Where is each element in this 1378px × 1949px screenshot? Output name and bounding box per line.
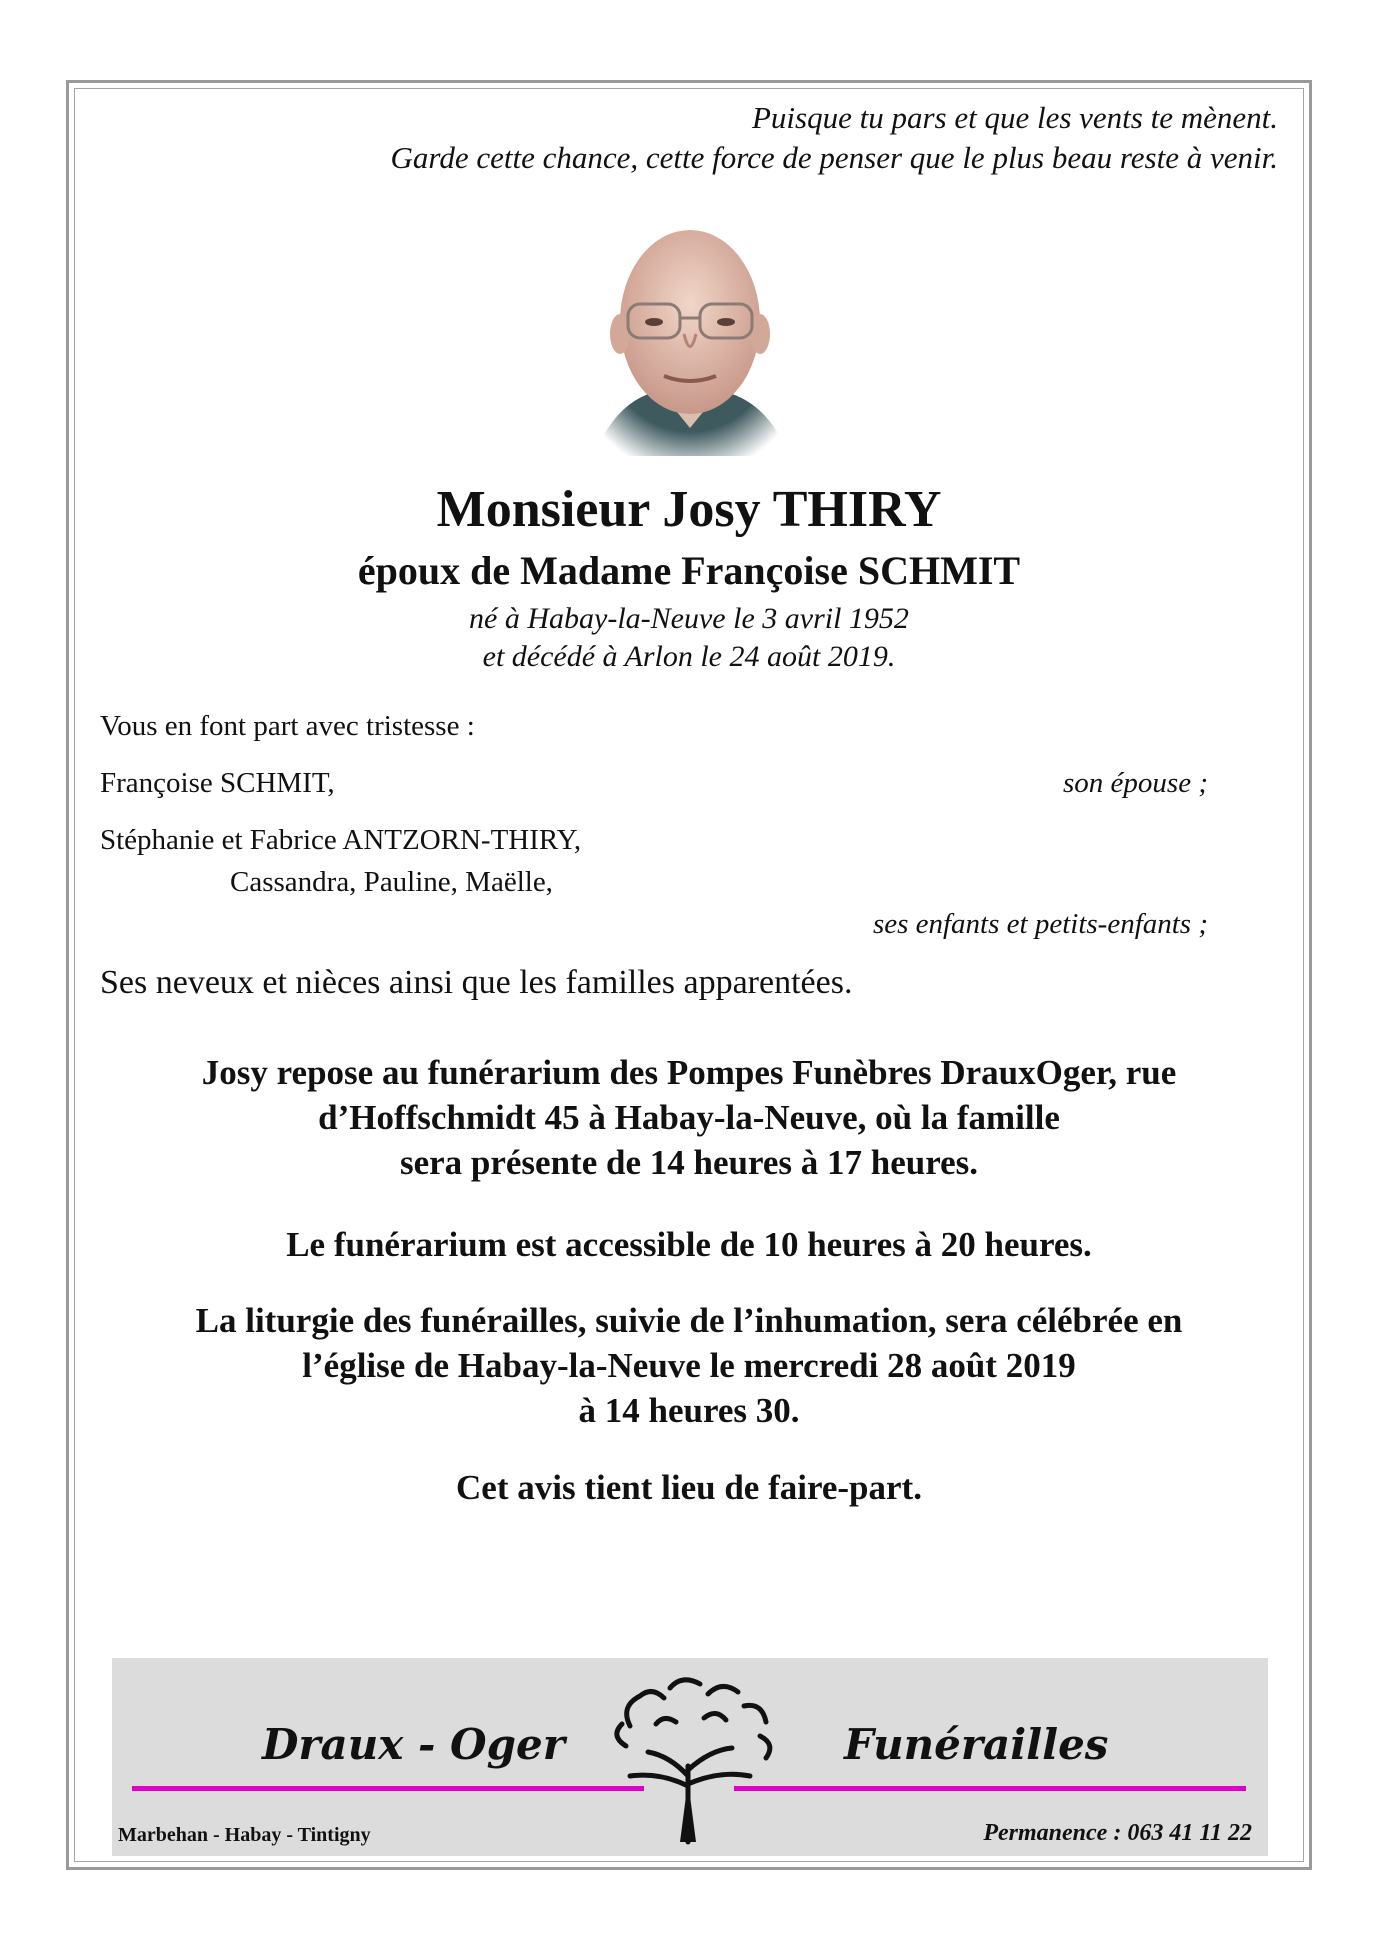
children-names: Stéphanie et Fabrice ANTZORN-THIRY,: [100, 824, 582, 856]
extended-family: Ses neveux et nièces ainsi que les familles apparentées.: [100, 964, 853, 1001]
repose-line-1: Josy repose au funérarium des Pompes Funèbres DrauxOger, rue: [201, 1053, 1177, 1092]
liturgy-line-1: La liturgie des funérailles, suivie de l’inhumation, sera célébrée en: [195, 1301, 1183, 1340]
repose-paragraph: [90, 1050, 1288, 1185]
locations-text: Marbehan - Habay - Tintigny: [118, 1824, 371, 1846]
quote-line-1: Puisque tu pars et que les vents te mènent.: [751, 100, 1278, 135]
brand-name-left: Draux - Oger: [262, 1720, 565, 1769]
accent-line-left: [132, 1786, 644, 1791]
liturgy-line-3: à 14 heures 30.: [578, 1391, 800, 1430]
access-line: Le funérarium est accessible de 10 heures à 20 heures.: [286, 1225, 1092, 1264]
brand-name-right: Funérailles: [844, 1720, 1109, 1769]
family-intro: Vous en font part avec tristesse :: [100, 710, 475, 742]
tree-logo-icon: [600, 1666, 790, 1846]
quote-line-2: Garde cette chance, cette force de penser que le plus beau reste à venir.: [390, 140, 1278, 175]
epigraph-quote: [391, 98, 1278, 178]
deceased-name: Monsieur Josy THIRY: [436, 481, 942, 538]
spouse-name: Françoise SCHMIT,: [100, 767, 335, 799]
spouse-role: son épouse ;: [1063, 767, 1208, 799]
liturgy-paragraph: [90, 1298, 1288, 1433]
funeral-home-banner: [112, 1658, 1268, 1856]
spouse-line: époux de Madame Françoise SCHMIT: [357, 548, 1021, 593]
notice-line: Cet avis tient lieu de faire-part.: [456, 1468, 922, 1507]
repose-line-2: d’Hoffschmidt 45 à Habay-la-Neuve, où la famille: [318, 1098, 1060, 1137]
liturgy-line-2: l’église de Habay-la-Neuve le mercredi 28 août 2019: [302, 1346, 1076, 1385]
permanence-phone: Permanence : 063 41 11 22: [983, 1820, 1252, 1846]
grandchildren-names: Cassandra, Pauline, Maëlle,: [230, 866, 553, 898]
birth-line: né à Habay-la-Neuve le 3 avril 1952: [469, 602, 909, 635]
accent-line-right: [734, 1786, 1246, 1791]
children-role: ses enfants et petits-enfants ;: [872, 908, 1208, 940]
portrait-photo: [584, 214, 796, 456]
repose-line-3: sera présente de 14 heures à 17 heures.: [399, 1143, 979, 1182]
death-line: et décédé à Arlon le 24 août 2019.: [482, 640, 896, 673]
